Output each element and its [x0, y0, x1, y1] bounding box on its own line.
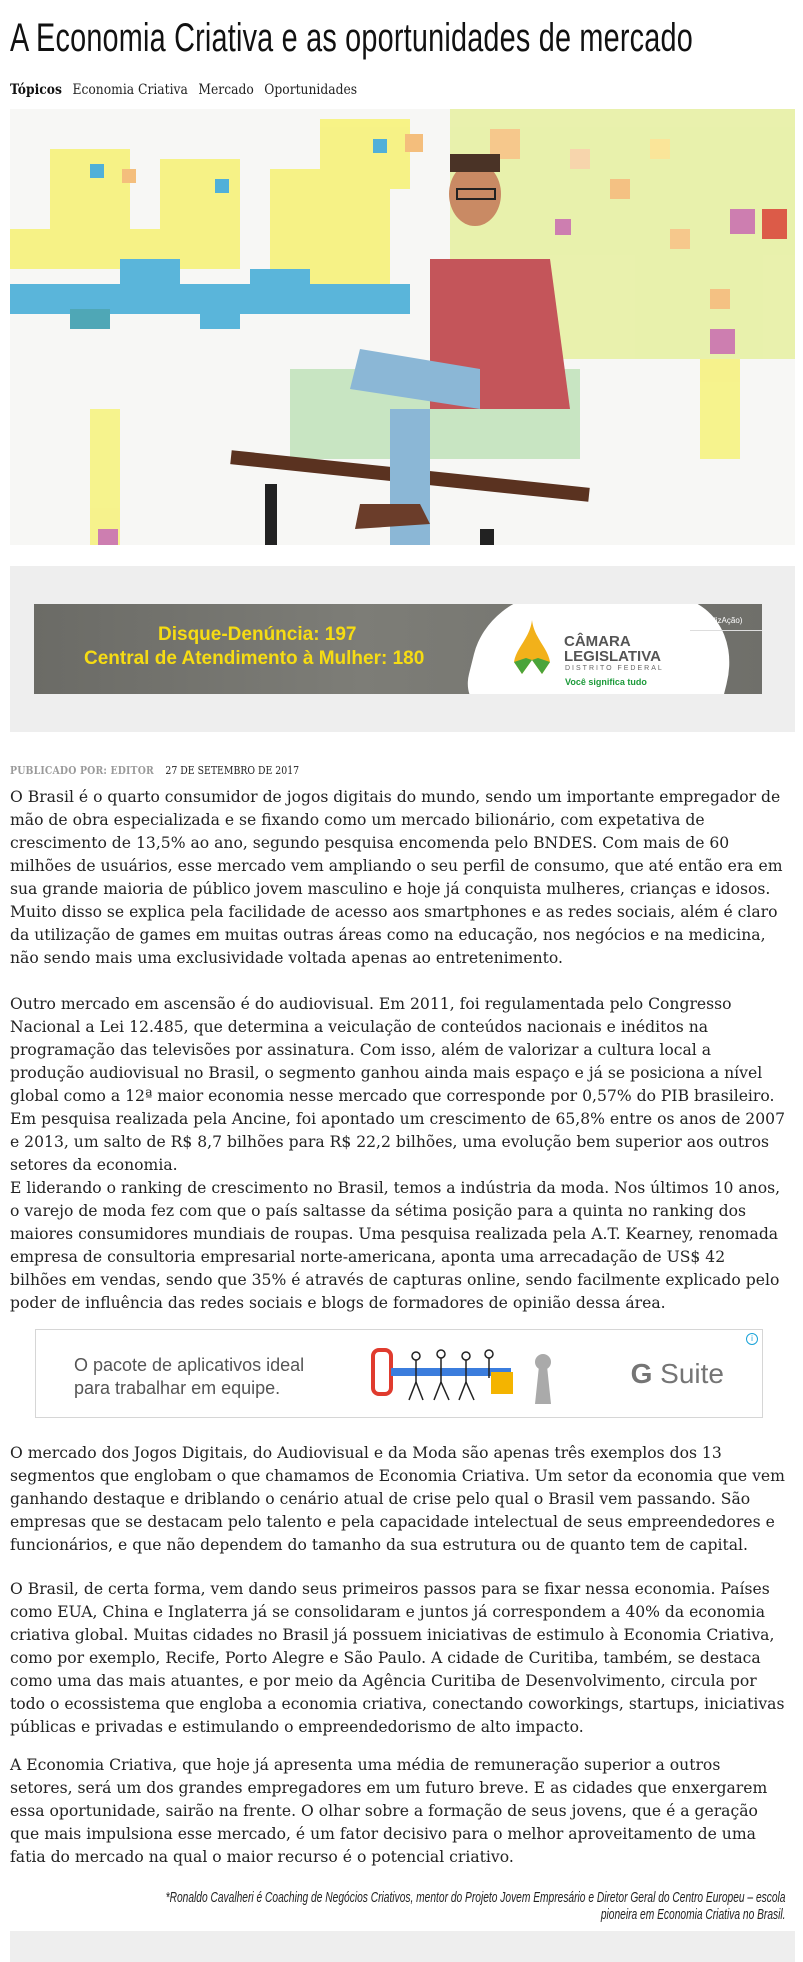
info-icon[interactable]: i: [746, 1333, 758, 1345]
paragraph-text: O Brasil, de certa forma, vem dando seus primeiros passos para se fixar nessa economia. Países como EUA, China e Inglaterra já se consolidaram e juntos já correspondem a 40% da economia criativa global. Muitas cidades no Brasil já possuem iniciativas de estimulo à Economia Criativa, como por exemplo, Recife, Porto Alegre e São Paulo. A cidade de Curitiba, também, se destaca como uma das mais atuantes, e por meio da Agência Curitiba de Desenvolvimento, circula por todo o ecossistema que engloba a economia criativa, conectando coworkings, startups, iniciativas públicas e privadas e estimulando o empreendedorismo de alto impacto.: [10, 1580, 785, 1736]
paragraph-text: Outro mercado em ascensão é do audiovisual. Em 2011, foi regulamentada pelo Congresso Nacional a Lei 12.485, que determina a veiculação de conteúdos nacionais e inéditos na programação das televisões por assinatura. Com isso, além de valorizar a cultura local a produção audiovisual no Brasil, o segmento ganhou ainda mais espaço e já se posiciona a nível global como a 12ª maior economia nesse mercado que corresponde por 0,57% do PIB brasileiro. Em pesquisa realizada pela Ancine, foi apontado um crescimento de 65,8% entre os anos de 2007 e 2013, um salto de R$ 8,7 bilhões para R$ 22,2 bilhões, uma evolução bem superior aos outros setores da economia.: [10, 995, 785, 1174]
org-subtitle: DISTRITO FEDERAL: [565, 665, 664, 672]
gsuite-logo: [631, 1358, 724, 1390]
published-by: PUBLICADO POR: EDITOR: [10, 764, 154, 777]
article-paragraph-5: [10, 1578, 786, 1739]
author-note-line-1: *Ronaldo Cavalheri é Coaching de Negócios Criativos, mentor do Projeto Jovem Empresário e Diretor Geral do Centro Europeu – escola: [165, 1890, 786, 1906]
article-paragraph-3: [10, 1177, 786, 1315]
gsuite-ad[interactable]: [35, 1329, 763, 1418]
camara-logo-icon: [512, 618, 552, 682]
topic-link-economia-criativa[interactable]: Economia Criativa: [72, 82, 188, 98]
topics-bar: [10, 82, 357, 102]
gsuite-ad-line-1: O pacote de aplicativos ideal: [74, 1355, 305, 1375]
hero-photo-illustration: [10, 109, 795, 545]
campaign-tag: (MobilizAção): [694, 616, 743, 625]
org-name-line-1: CÂMARA: [564, 633, 631, 650]
topics-label: Tópicos: [10, 82, 62, 98]
paragraph-text: A Economia Criativa, que hoje já apresenta uma média de remuneração superior a outros setores, será um dos grandes empregadores em um futuro breve. E as cidades que enxergarem essa oportunidade, sairão na frente. O olhar sobre a formação de seus jovens, que é a geração que mais impulsiona esse mercado, é um fator decisivo para o melhor aproveitamento de uma fatia do mercado na qual o maior recurso é o potencial criativo.: [10, 1756, 768, 1866]
banner-line-1: Disque-Denúncia: 197: [158, 624, 357, 645]
hero-image: [10, 109, 795, 545]
gsuite-ad-text: [74, 1354, 304, 1400]
topic-link-mercado[interactable]: Mercado: [198, 82, 254, 98]
paragraph-text: E liderando o ranking de crescimento no Brasil, temos a indústria da moda. Nos últimos 10 anos, o varejo de moda fez com que o país saltasse da sétima posição para a quinta no ranking dos maiores consumidores mundiais de roupas. Uma pesquisa realizada pela A.T. Kearney, renomada empresa de consultoria empresarial norte-americana, aponta uma arrecadação de US$ 42 bilhões em vendas, sendo que 35% é através de capturas online, sendo facilmente explicado pelo poder de influência das redes sociais e blogs de formadores de opinião dessa área.: [10, 1179, 781, 1312]
author-note-line-2: pioneira em Economia Criativa no Brasil.: [600, 1907, 786, 1923]
gsuite-logo-g: G: [630, 1358, 653, 1389]
page-title: A Economia Criativa e as oportunidades de mercado: [10, 16, 693, 60]
paragraph-text: O mercado dos Jogos Digitais, do Audiovisual e da Moda são apenas três exemplos dos 13 segmentos que englobam o que chamamos de Economia Criativa. Um setor da economia que vem ganhando destaque e driblando o cenário atual de crise pelo qual o Brasil vem passando. São empresas que se destacam pelo talento e pela capacidade intelectual de seus empreendedores e funcionários, e que não dependem do tamanho da sua estrutura ou de quanto tem de capital.: [10, 1444, 785, 1554]
camara-legislativa-banner-ad[interactable]: [34, 604, 762, 694]
org-name: [564, 634, 661, 664]
article-paragraph-1: [10, 786, 786, 970]
org-slogan: Você significa tudo: [565, 677, 647, 687]
article-paragraph-4: [10, 1442, 786, 1557]
article-paragraph-2: [10, 993, 786, 1177]
publish-date: 27 DE SETEMBRO DE 2017: [165, 764, 300, 777]
article-meta: [10, 764, 299, 777]
footer-box: [10, 1931, 795, 1962]
article-paragraph-6: [10, 1754, 786, 1869]
campaign-tag-underline: [690, 630, 762, 631]
org-name-line-2: LEGISLATIVA: [564, 648, 661, 665]
paragraph-text: O Brasil é o quarto consumidor de jogos digitais do mundo, sendo um importante empregador de mão de obra especializada e se fixando como um mercado bilionário, com expetativa de crescimento de 13,5% ao ano, segundo pesquisa encomenda pelo BNDES. Com mais de 60 milhões de usuários, esse mercado vem ampliando o seu perfil de consumo, que até então era em sua grande maioria de público jovem masculino e hoje já conquista mulheres, crianças e idosos. Muito disso se explica pela facilidade de acesso aos smartphones e as redes sociais, além é claro da utilização de games em muitas outras áreas como na educação, nos negócios e na medicina, não sendo mais uma exclusividade voltada apenas ao entretenimento.: [10, 788, 783, 967]
gsuite-logo-name: Suite: [660, 1358, 724, 1389]
author-note: [10, 1890, 786, 1924]
key-carriers-illustration: [371, 1342, 561, 1406]
topic-link-oportunidades[interactable]: Oportunidades: [264, 82, 358, 98]
banner-line-2: Central de Atendimento à Mulher: 180: [84, 648, 425, 669]
gsuite-ad-line-2: para trabalhar em equipe.: [74, 1378, 281, 1398]
